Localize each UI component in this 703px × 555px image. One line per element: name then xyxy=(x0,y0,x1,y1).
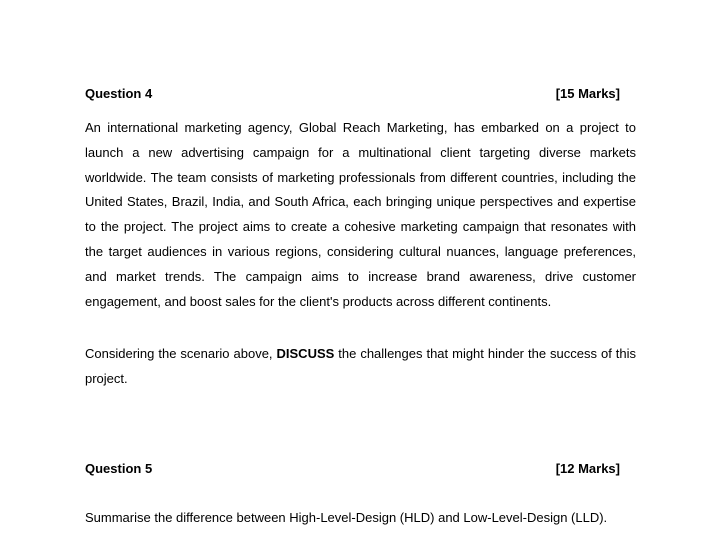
question-4-title: Question 4 xyxy=(85,86,153,101)
question-4-task-intro: Considering the scenario above, xyxy=(85,346,277,361)
question-4-task-rest: the challenges that might hinder the success of this project. xyxy=(85,346,637,386)
question-5-title: Question 5 xyxy=(85,461,153,476)
question-4-header xyxy=(85,86,636,102)
question-4-task xyxy=(85,342,636,392)
question-4-scenario: An international marketing agency, Global Reach Marketing, has embarked on a project to launch a new advertising campaign for a multinational client targeting diverse markets worldwide. The team consists of marketing professionals from different countries, including the United States, Brazil, India, and South Africa, each bringing unique perspectives and expertise to the project. The project aims to create a cohesive marketing campaign that resonates with the target audiences in various regions, considering cultural nuances, language preferences, and market trends. The campaign aims to increase brand awareness, drive customer engagement, and boost sales for the client's products across different continents. xyxy=(85,120,636,309)
question-5-marks: [12 Marks] xyxy=(555,461,620,476)
question-4-task-keyword: DISCUSS xyxy=(276,346,335,361)
question-4-marks: [15 Marks] xyxy=(555,86,620,101)
question-5-header xyxy=(85,461,636,477)
question-5-task: Summarise the difference between High-Level-Design (HLD) and Low-Level-Design (LLD). xyxy=(85,510,608,525)
